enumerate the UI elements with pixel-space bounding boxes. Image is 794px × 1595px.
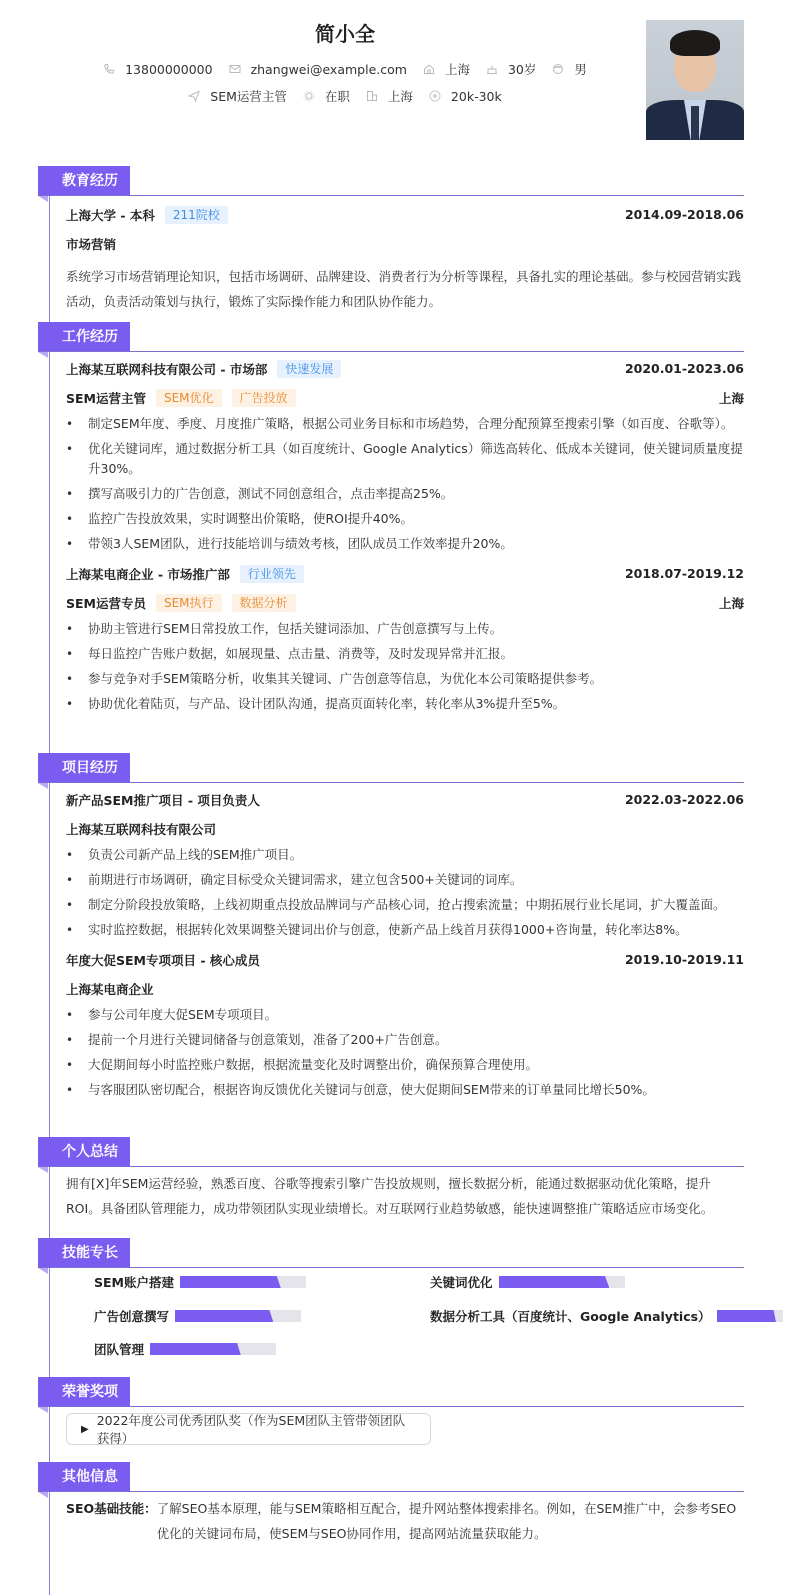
skill-tag: 数据分析 [232, 594, 296, 612]
major: 市场营销 [66, 236, 117, 252]
work-date: 2020.01-2023.06 [624, 361, 744, 376]
contact-gender [552, 60, 587, 78]
project-item-header [66, 945, 744, 974]
work-position-row [66, 383, 744, 412]
building-icon [366, 90, 378, 102]
phone-icon [103, 63, 115, 75]
project-name: 新产品SEM推广项目 - 项目负责人 [66, 792, 260, 808]
contact-age [486, 60, 536, 78]
project-date: 2019.10-2019.11 [624, 952, 744, 967]
list-item: • 监控广告投放效果，实时调整出价策略，使ROI提升40%。 [66, 509, 744, 529]
section-skills [38, 1238, 744, 1376]
section-divider [38, 1491, 744, 1492]
section-title: 项目经历 [38, 753, 130, 783]
project-date: 2022.03-2022.06 [624, 792, 744, 807]
work-item-header [66, 354, 744, 383]
salary-icon [429, 90, 441, 102]
education-date: 2014.09-2018.06 [624, 207, 744, 222]
other-label: SEO基础技能： [66, 1501, 157, 1516]
list-item: • 前期进行市场调研，确定目标受众关键词需求，建立包含500+关键词的词库。 [66, 870, 744, 890]
phone-value: 13800000000 [125, 61, 213, 77]
profile-photo [646, 20, 744, 140]
section-summary [38, 1137, 744, 1221]
section-title: 其他信息 [38, 1462, 130, 1492]
school-name: 上海大学 - 本科 [66, 207, 155, 223]
project-bullets [66, 1005, 744, 1100]
intent-position-value: SEM运营主管 [210, 89, 287, 104]
project-name: 年度大促SEM专项项目 - 核心成员 [66, 952, 260, 968]
other-item [66, 1496, 744, 1546]
list-item: • 制定SEM年度、季度、月度推广策略，根据公司业务目标和市场趋势，合理分配预算至搜索引擎（如百度、谷歌等）。 [66, 414, 744, 434]
contact-location [423, 60, 470, 78]
company-name: 上海某电商企业 - 市场推广部 [66, 566, 230, 582]
skill-name: 关键词优化 [430, 1275, 493, 1290]
work-bullets [66, 414, 744, 554]
contact-phone [103, 62, 212, 77]
work-date: 2018.07-2019.12 [624, 566, 744, 581]
intent-status-value: 在职 [324, 89, 350, 104]
section-title: 技能专长 [38, 1238, 130, 1268]
skill-bar [175, 1310, 301, 1322]
status-icon [303, 90, 315, 102]
skill-tag: SEM执行 [156, 594, 222, 612]
project-company: 上海某互联网科技有限公司 [66, 821, 217, 837]
intent-city-value: 上海 [387, 89, 413, 104]
gender-icon [552, 63, 564, 75]
list-item: • 每日监控广告账户数据，如展现量、点击量、消费等，及时发现异常并汇报。 [66, 644, 744, 664]
section-divider [38, 1166, 744, 1167]
award-text: 2022年度公司优秀团队奖（作为SEM团队主管带领团队获得） [96, 1413, 406, 1446]
section-divider [38, 195, 744, 196]
skill-item [94, 1272, 306, 1292]
skill-name: 广告创意撰写 [94, 1309, 170, 1324]
list-item: • 带领3人SEM团队，进行技能培训与绩效考核，团队成员工作效率提升20%。 [66, 534, 744, 554]
skills-grid [66, 1268, 744, 1376]
section-title: 工作经历 [38, 322, 130, 352]
list-item: • 制定分阶段投放策略，上线初期重点投放品牌词与产品核心词，抢占搜索流量；中期拓展行业长尾词，扩大覆盖面。 [66, 895, 744, 915]
gender-value: 男 [574, 62, 587, 77]
section-awards [38, 1377, 744, 1445]
list-item: • 提前一个月进行关键词储备与创意策划，准备了200+广告创意。 [66, 1030, 744, 1050]
list-item: • 协助优化着陆页，与产品、设计团队沟通，提高页面转化率，转化率从3%提升至5%。 [66, 694, 744, 714]
location-value: 上海 [444, 62, 470, 77]
resume-header [0, 0, 794, 150]
project-bullets [66, 845, 744, 940]
list-item: • 大促期间每小时监控账户数据，根据流量变化及时调整出价，确保预算合理使用。 [66, 1055, 744, 1075]
section-divider [38, 1406, 744, 1407]
email-value: zhangwei@example.com [250, 61, 407, 77]
skill-item [94, 1339, 276, 1359]
position-title: SEM运营主管 [66, 390, 146, 406]
work-position-row [66, 588, 744, 617]
company-tag: 快速发展 [277, 360, 341, 378]
award-item[interactable] [66, 1413, 431, 1445]
skill-item [430, 1272, 625, 1292]
skill-bar [499, 1276, 625, 1288]
list-item: • 与客服团队密切配合，根据咨询反馈优化关键词与创意，使大促期间SEM带来的订单量同比增长50%。 [66, 1080, 744, 1100]
skill-bar [180, 1276, 306, 1288]
skill-name: SEM账户搭建 [94, 1275, 174, 1290]
intent-salary [429, 89, 502, 104]
summary-text: 拥有[X]年SEM运营经验，熟悉百度、谷歌等搜索引擎广告投放规则，擅长数据分析，能通过数据驱动优化策略，提升ROI。具备团队管理能力，成功带领团队实现业绩增长。对互联网行业趋势敏感，能快速调整推广策略适应市场变化。 [66, 1176, 714, 1216]
skill-bar [717, 1310, 783, 1322]
section-work [38, 322, 744, 719]
home-icon [423, 63, 435, 75]
section-title: 荣誉奖项 [38, 1377, 130, 1407]
section-education [38, 166, 744, 314]
position-title: SEM运营专员 [66, 595, 146, 611]
intent-salary-value: 20k-30k [450, 88, 502, 104]
cake-icon [486, 63, 498, 75]
list-item: • 优化关键词库，通过数据分析工具（如百度统计、Google Analytics）筛选高转化、低成本关键词，使关键词质量度提升30%。 [66, 439, 744, 479]
project-company: 上海某电商企业 [66, 981, 154, 997]
contact-email [229, 62, 407, 77]
contact-info-row [0, 60, 690, 78]
list-item: • 参与公司年度大促SEM专项项目。 [66, 1005, 744, 1025]
work-location: 上海 [718, 390, 744, 406]
school-tag: 211院校 [165, 206, 228, 224]
age-value: 30岁 [507, 62, 537, 77]
skill-bar [150, 1343, 276, 1355]
skill-tag: 广告投放 [232, 389, 296, 407]
skill-tag: SEM优化 [156, 389, 222, 407]
candidate-name: 简小全 [315, 22, 375, 46]
skill-item [430, 1306, 783, 1326]
list-item: • 参与竞争对手SEM策略分析，收集其关键词、广告创意等信息，为优化本公司策略提供参考。 [66, 669, 744, 689]
list-item: • 负责公司新产品上线的SEM推广项目。 [66, 845, 744, 865]
skill-item [94, 1306, 301, 1326]
work-location: 上海 [718, 595, 744, 611]
triangle-right-icon: ▶ [81, 1423, 89, 1435]
list-item: • 协助主管进行SEM日常投放工作，包括关键词添加、广告创意撰写与上传。 [66, 619, 744, 639]
section-title: 教育经历 [38, 166, 130, 196]
send-icon [188, 90, 200, 102]
education-description: 系统学习市场营销理论知识，包括市场调研、品牌建设、消费者行为分析等课程，具备扎实的理论基础。参与校园营销实践活动，负责活动策划与执行，锻炼了实际操作能力和团队协作能力。 [66, 269, 742, 309]
skill-name: 数据分析工具（百度统计、Google Analytics） [430, 1309, 711, 1324]
mail-icon [229, 63, 241, 75]
section-projects [38, 753, 744, 1105]
company-name: 上海某互联网科技有限公司 - 市场部 [66, 361, 268, 377]
section-divider [38, 351, 744, 352]
work-bullets [66, 619, 744, 714]
section-other [38, 1462, 744, 1546]
intent-position [188, 87, 287, 105]
company-tag: 行业领先 [240, 565, 304, 583]
job-intent-row [0, 87, 690, 105]
intent-status [303, 87, 350, 105]
intent-city [366, 87, 413, 105]
list-item: • 实时监控数据，根据转化效果调整关键词出价与创意，使新产品上线首月获得1000+咨询量，转化率达8%。 [66, 920, 744, 940]
education-item-header [66, 200, 744, 229]
list-item: • 撰写高吸引力的广告创意，测试不同创意组合，点击率提高25%。 [66, 484, 744, 504]
other-text: 了解SEO基本原理，能与SEM策略相互配合，提升网站整体搜索排名。例如，在SEM推广中，会参考SEO优化的关键词布局，使SEM与SEO协同作用，提高网站流量获取能力。 [156, 1501, 737, 1541]
skill-name: 团队管理 [94, 1342, 145, 1357]
work-item-header [66, 559, 744, 588]
section-divider [38, 782, 744, 783]
section-title: 个人总结 [38, 1137, 130, 1167]
project-item-header [66, 785, 744, 814]
